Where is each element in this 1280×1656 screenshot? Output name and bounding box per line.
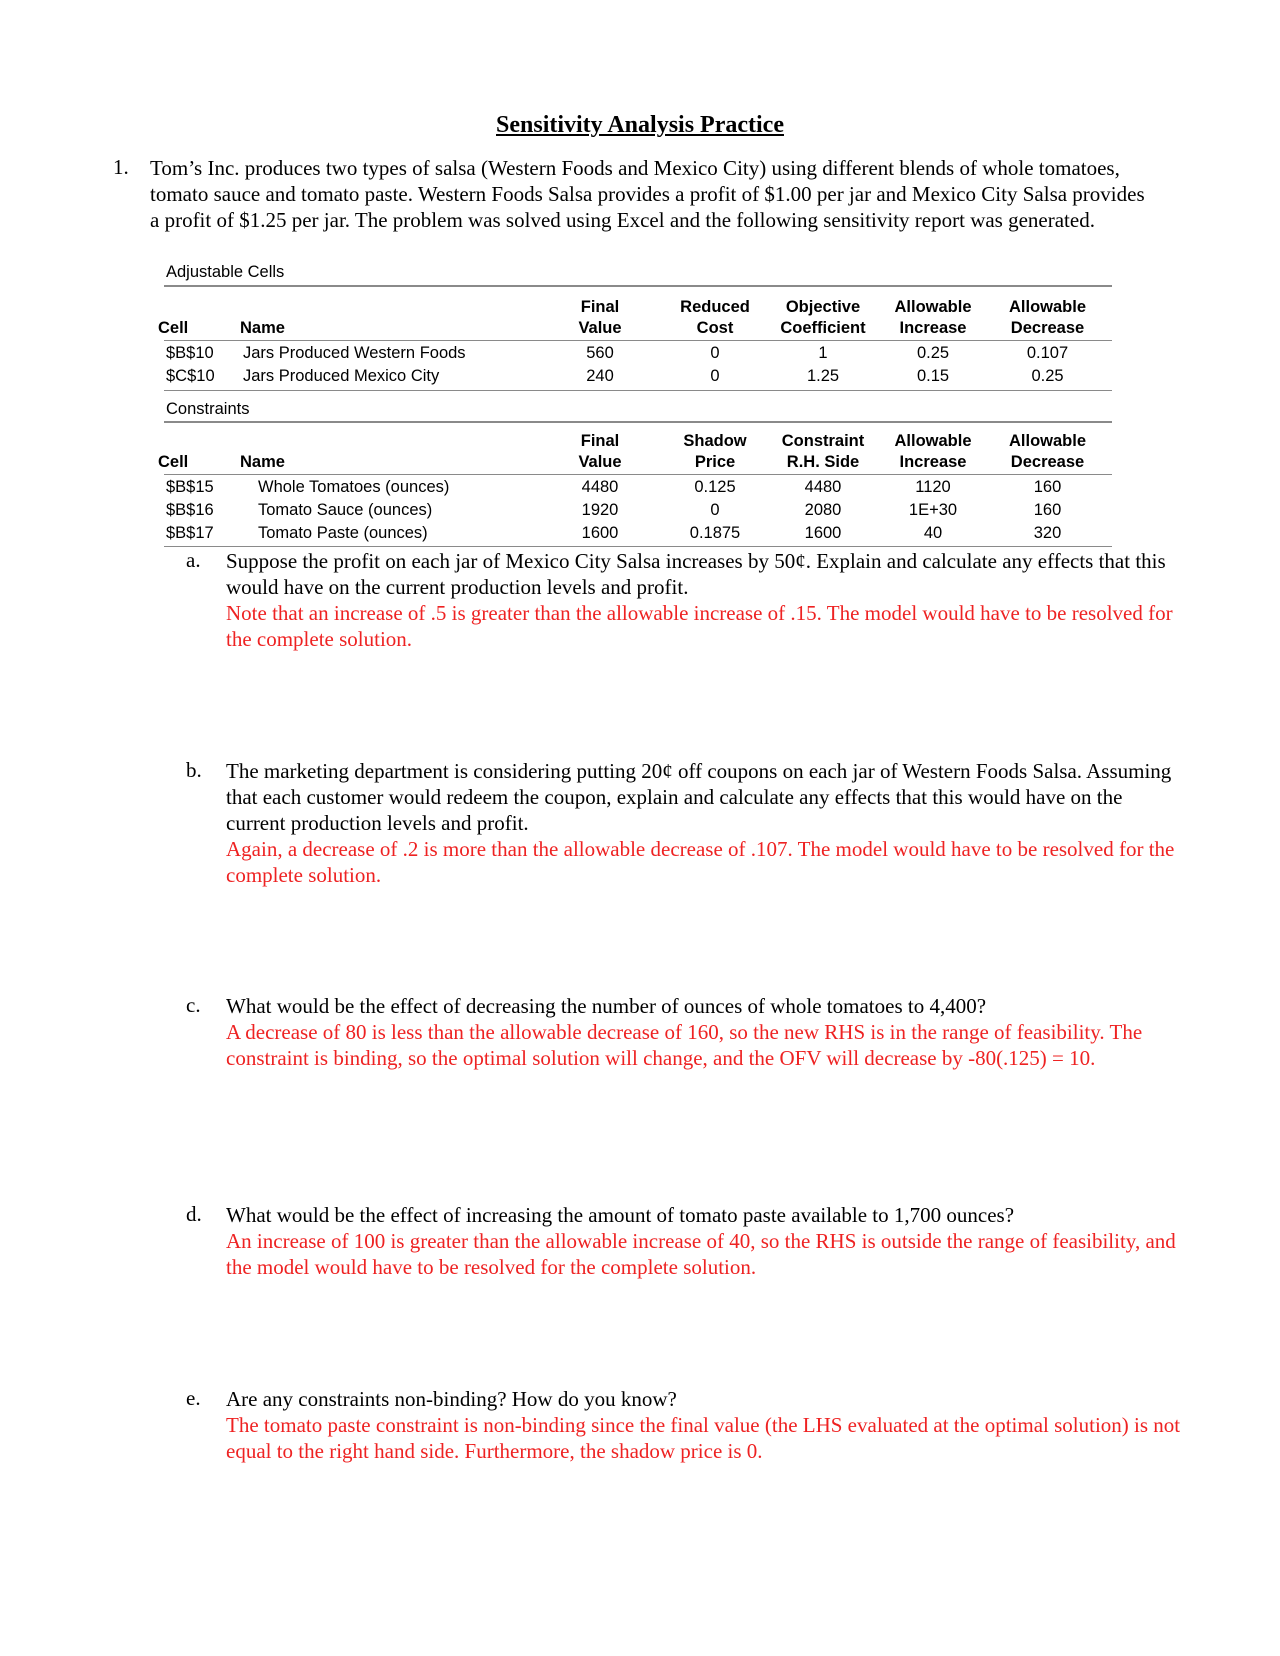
row-final-value: 560 <box>586 344 614 362</box>
row-allowable-decrease: 160 <box>1033 478 1062 496</box>
question-intro: Tom’s Inc. produces two types of salsa (Western Foods and Mexico City) using different blends of whole tomatoes, tomato sauce and tomato paste. Western Foods Salsa provides a profit of $1.00 per jar and Mexico City Salsa provides a profit of $1.25 per jar. The problem was solved using Excel and the following sensitivity report was generated. <box>150 156 1145 232</box>
header-line: Reduced <box>680 298 750 316</box>
row-final-value: 1920 <box>581 501 619 519</box>
subquestion-body <box>226 548 1186 652</box>
row-constraint-rhs: 1600 <box>804 524 842 542</box>
row-constraint-rhs: 2080 <box>804 501 842 519</box>
header-line: Price <box>694 453 736 471</box>
header-line: Decrease <box>1010 319 1085 337</box>
header-final-value <box>555 431 645 473</box>
subquestion-answer: Note that an increase of .5 is greater than the allowable increase of .15. The model would have to be resolved for the complete solution. <box>226 601 1173 651</box>
row-allowable-increase: 40 <box>923 524 943 542</box>
header-line: Increase <box>899 453 967 471</box>
header-objective-coefficient <box>768 297 878 339</box>
subquestion-question: The marketing department is considering putting 20¢ off coupons on each jar of Western Foods Salsa. Assuming that each customer would redeem the coupon, explain and calculate any effects that this would have on the current production levels and profit. <box>226 759 1172 835</box>
subquestion-answer: Again, a decrease of .2 is more than the allowable decrease of .107. The model would have to be resolved for the complete solution. <box>226 837 1175 887</box>
question-number: 1. <box>113 155 129 179</box>
header-line: Constraint <box>781 432 865 450</box>
row-final-value: 240 <box>586 367 614 385</box>
subquestion-question: Are any constraints non-binding? How do you know? <box>226 1387 677 1411</box>
subquestion-question: What would be the effect of decreasing the number of ounces of whole tomatoes to 4,400? <box>226 994 987 1018</box>
row-cell: $B$16 <box>166 501 214 519</box>
row-name: Tomato Paste (ounces) <box>258 524 428 542</box>
row-allowable-increase: 0.15 <box>916 367 950 385</box>
constraints-label: Constraints <box>166 400 250 418</box>
header-line: Increase <box>899 319 967 337</box>
row-reduced-cost: 0 <box>710 367 720 385</box>
header-name: Name <box>240 319 285 337</box>
row-cell: $B$15 <box>166 478 214 496</box>
row-constraint-rhs: 4480 <box>804 478 842 496</box>
subquestion-body <box>226 758 1186 888</box>
row-allowable-decrease: 0.25 <box>1031 367 1064 385</box>
table-rule-top <box>164 285 1112 287</box>
header-line: Allowable <box>1008 298 1086 316</box>
subquestion-answer: The tomato paste constraint is non-binding since the final value (the LHS evaluated at the optimal solution) is not equal to the right hand side. Furthermore, the shadow price is 0. <box>226 1413 1181 1463</box>
row-shadow-price: 0.1875 <box>689 524 741 542</box>
row-allowable-decrease: 0.107 <box>1026 344 1069 362</box>
row-final-value: 1600 <box>581 524 619 542</box>
row-objective-coefficient: 1.25 <box>806 367 840 385</box>
subquestion-question: What would be the effect of increasing the amount of tomato paste available to 1,700 ounces? <box>226 1203 1015 1227</box>
header-cell: Cell <box>158 453 189 471</box>
subquestion-body <box>226 1202 1186 1280</box>
header-allowable-decrease <box>995 431 1100 473</box>
subquestion-answer: An increase of 100 is greater than the allowable increase of 40, so the RHS is outside the range of feasibility, and the model would have to be resolved for the complete solution. <box>226 1229 1176 1279</box>
row-objective-coefficient: 1 <box>818 344 828 362</box>
header-reduced-cost <box>665 297 765 339</box>
row-name: Tomato Sauce (ounces) <box>258 501 433 519</box>
table-rule-top <box>164 421 1112 423</box>
row-allowable-increase: 1E+30 <box>908 501 958 519</box>
header-line: Allowable <box>894 432 972 450</box>
subquestion-question: Suppose the profit on each jar of Mexico City Salsa increases by 50¢. Explain and calculate any effects that this would have on the current production levels and profit. <box>226 549 1166 599</box>
adjustable-cells-label: Adjustable Cells <box>166 263 285 281</box>
header-shadow-price <box>665 431 765 473</box>
header-line: Shadow <box>683 432 747 450</box>
header-line: Allowable <box>1008 432 1086 450</box>
header-final-value <box>555 297 645 339</box>
page-title: Sensitivity Analysis Practice <box>496 112 784 138</box>
header-line: Value <box>578 453 622 471</box>
header-line: Final <box>580 298 620 316</box>
row-cell: $C$10 <box>166 367 215 385</box>
header-line: Allowable <box>894 298 972 316</box>
header-line: Value <box>578 319 622 337</box>
row-allowable-increase: 0.25 <box>916 344 950 362</box>
subquestion-label: e. <box>186 1386 201 1410</box>
header-line: Decrease <box>1010 453 1085 471</box>
subquestion-label: c. <box>186 993 201 1017</box>
table-rule-bottom <box>164 390 1112 391</box>
subquestion-body <box>226 1386 1186 1464</box>
table-rule-header <box>164 340 1112 341</box>
row-cell: $B$10 <box>166 344 214 362</box>
row-allowable-decrease: 320 <box>1033 524 1062 542</box>
header-line: R.H. Side <box>786 453 860 471</box>
table-rule-bottom <box>164 546 1112 547</box>
subquestion-body <box>226 993 1186 1071</box>
row-final-value: 4480 <box>581 478 619 496</box>
row-cell: $B$17 <box>166 524 214 542</box>
header-allowable-increase <box>883 431 983 473</box>
header-line: Final <box>580 432 620 450</box>
row-shadow-price: 0.125 <box>694 478 736 496</box>
row-name: Whole Tomatoes (ounces) <box>258 478 450 496</box>
row-name: Jars Produced Western Foods <box>243 344 466 362</box>
subquestion-label: a. <box>186 548 201 572</box>
header-allowable-increase <box>883 297 983 339</box>
row-shadow-price: 0 <box>710 501 720 519</box>
subquestion-label: d. <box>186 1202 202 1226</box>
row-reduced-cost: 0 <box>710 344 720 362</box>
subquestion-label: b. <box>186 758 202 782</box>
row-allowable-increase: 1120 <box>915 478 951 496</box>
row-allowable-decrease: 160 <box>1033 501 1062 519</box>
header-line: Coefficient <box>780 319 866 337</box>
header-line: Cost <box>696 319 734 337</box>
header-allowable-decrease <box>995 297 1100 339</box>
table-rule-header <box>164 474 1112 475</box>
header-line: Objective <box>785 298 861 316</box>
header-name: Name <box>240 453 285 471</box>
row-name: Jars Produced Mexico City <box>243 367 440 385</box>
header-cell: Cell <box>158 319 189 337</box>
subquestion-answer: A decrease of 80 is less than the allowable decrease of 160, so the new RHS is in the range of feasibility. The constraint is binding, so the optimal solution will change, and the OFV will decrease by -80(.125) = 10. <box>226 1020 1143 1070</box>
header-constraint-rhs <box>768 431 878 473</box>
